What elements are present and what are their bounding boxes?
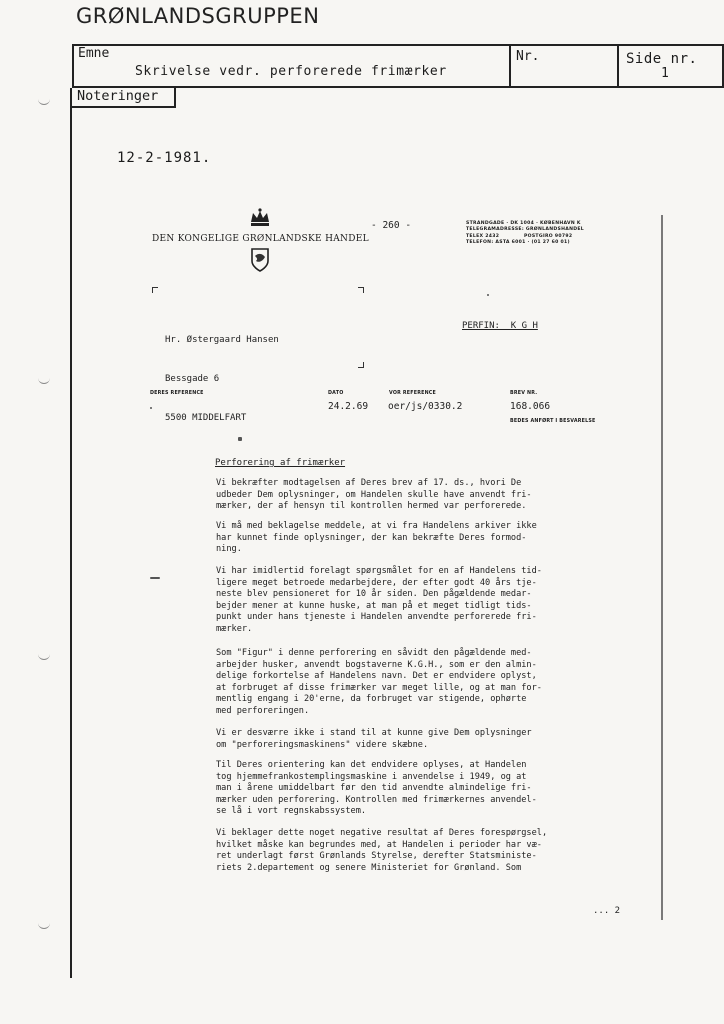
brev-nr-label: BREV NR. [510,391,538,396]
side-label: Side nr. [626,51,698,67]
nr-label: Nr. [516,49,540,64]
letter-heading: Perforering af frimærker [215,458,346,468]
letter-paragraph: Som "Figur" i denne perforering en såvidt den pågældende med- arbejder husker, anvendt bogstaverne K.G.H., som er den almin- delige forkortelse af Handelens navn. Det er endvidere oplyst, at forbruget af disse frimærker var meget lille, og at man for- mentlig engang i 20'erne, da forbruget var stigende, ophørte med perforeringen. [216,648,542,716]
scan-edge-line [661,215,663,920]
notes-left-border [70,88,72,978]
notes-label: Noteringer [77,88,159,104]
address-line: TELEGRAMADRESSE: GRØNLANDSHANDEL [466,227,585,233]
dato-label: DATO [328,391,344,396]
reply-reference-note: BEDES ANFØRT I BESVARELSE [510,419,596,424]
window-corner-mark [358,287,364,293]
letter-page-number: - 260 - [371,220,412,231]
company-address-block [466,221,584,247]
binder-hole [38,375,50,384]
scan-speck [150,407,152,409]
letter-paragraph: Vi er desværre ikke i stand til at kunne give Dem oplysninger om "perforeringsmaskinens" videre skæbne. [216,728,532,750]
company-name: DEN KONGELIGE GRØNLANDSKE HANDEL [152,234,369,244]
scan-speck [487,294,489,296]
address-line: TELEX 2432 POSTGIRO 90792 [466,233,573,239]
emne-label: Emne [78,46,110,61]
letter-paragraph: Til Deres orientering kan det endvidere oplyses, at Handelen tog hjemmefrankostemplingsmaskine i anvendelse i 1949, og at man i årene umiddelbart før den tid anvendte almindelige fri- mærker uden perforering. Kontrollen med frimærkernes anvendel- se lå i vort regnskabssystem. [216,760,537,817]
scan-speck [238,437,242,441]
address-line: TELEFON: ASTA 6001 · (01 27 60 01) [466,240,570,246]
dato-value: 24.2.69 [328,401,369,412]
recipient-line: Bessgade 6 [165,374,220,384]
crown-icon [249,208,271,232]
window-corner-mark [152,287,158,293]
binder-hole [38,651,50,660]
brev-nr-value: 168.066 [510,401,551,412]
letter-paragraph: Vi må med beklagelse meddele, at vi fra Handelens arkiver ikke har kunnet finde oplysninger, der kan bekræfte Deres formod- ning. [216,521,537,555]
recipient-line: 5500 MIDDELFART [165,413,247,423]
side-value: 1 [661,66,669,81]
document-header-title: GRØNLANDSGRUPPEN [76,4,320,28]
coat-of-arms-icon [250,247,270,277]
perfin-note: PERFIN: K G H [462,321,538,331]
letter-paragraph: Vi beklager dette noget negative resultat af Deres forespørgsel, hvilket måske kan begrundes med, at Handelen i perioder har væ- ret underlagt først Grønlands Styrelse, derefter Statsministe- riets 2.departement og senere Ministeriet for Grønland. Som [216,828,548,873]
continued-marker: ... 2 [593,906,621,916]
recipient-line: Hr. Østergaard Hansen [165,335,279,345]
handwritten-date: 12-2-1981. [117,150,212,166]
binder-hole [38,96,50,105]
side-divider [617,44,619,88]
window-corner-mark [358,362,364,368]
nr-divider [509,44,511,88]
recipient-address [165,308,279,438]
address-line: STRANDGADE · DK 1004 · KØBENHAVN K [466,221,581,226]
letter-paragraph: Vi har imidlertid forelagt spørgsmålet for en af Handelens tid- ligere meget betroede medarbejdere, der efter godt 40 års tje- neste blev pensioneret for 10 år siden. Den pågældende medar- bejder mener at kunne huske, at man på et meget tidligt tids- punkt under hans tjeneste i Handelen anvendte perforerede fri- mærker. [216,566,542,634]
letter-paragraph: Vi bekræfter modtagelsen af Deres brev af 17. ds., hvori De udbeder Dem oplysninger, om Handelen skulle have anvendt fri- mærker, der af hensyn til kontrollen hermed var perforerede. [216,478,532,512]
scan-speck [150,577,160,579]
subject-text: Skrivelse vedr. perforerede frimærker [135,64,447,79]
vor-reference-value: oer/js/0330.2 [388,401,463,412]
binder-hole [38,920,50,929]
vor-reference-label: VOR REFERENCE [389,391,436,396]
deres-reference-label: DERES REFERENCE [150,391,204,396]
